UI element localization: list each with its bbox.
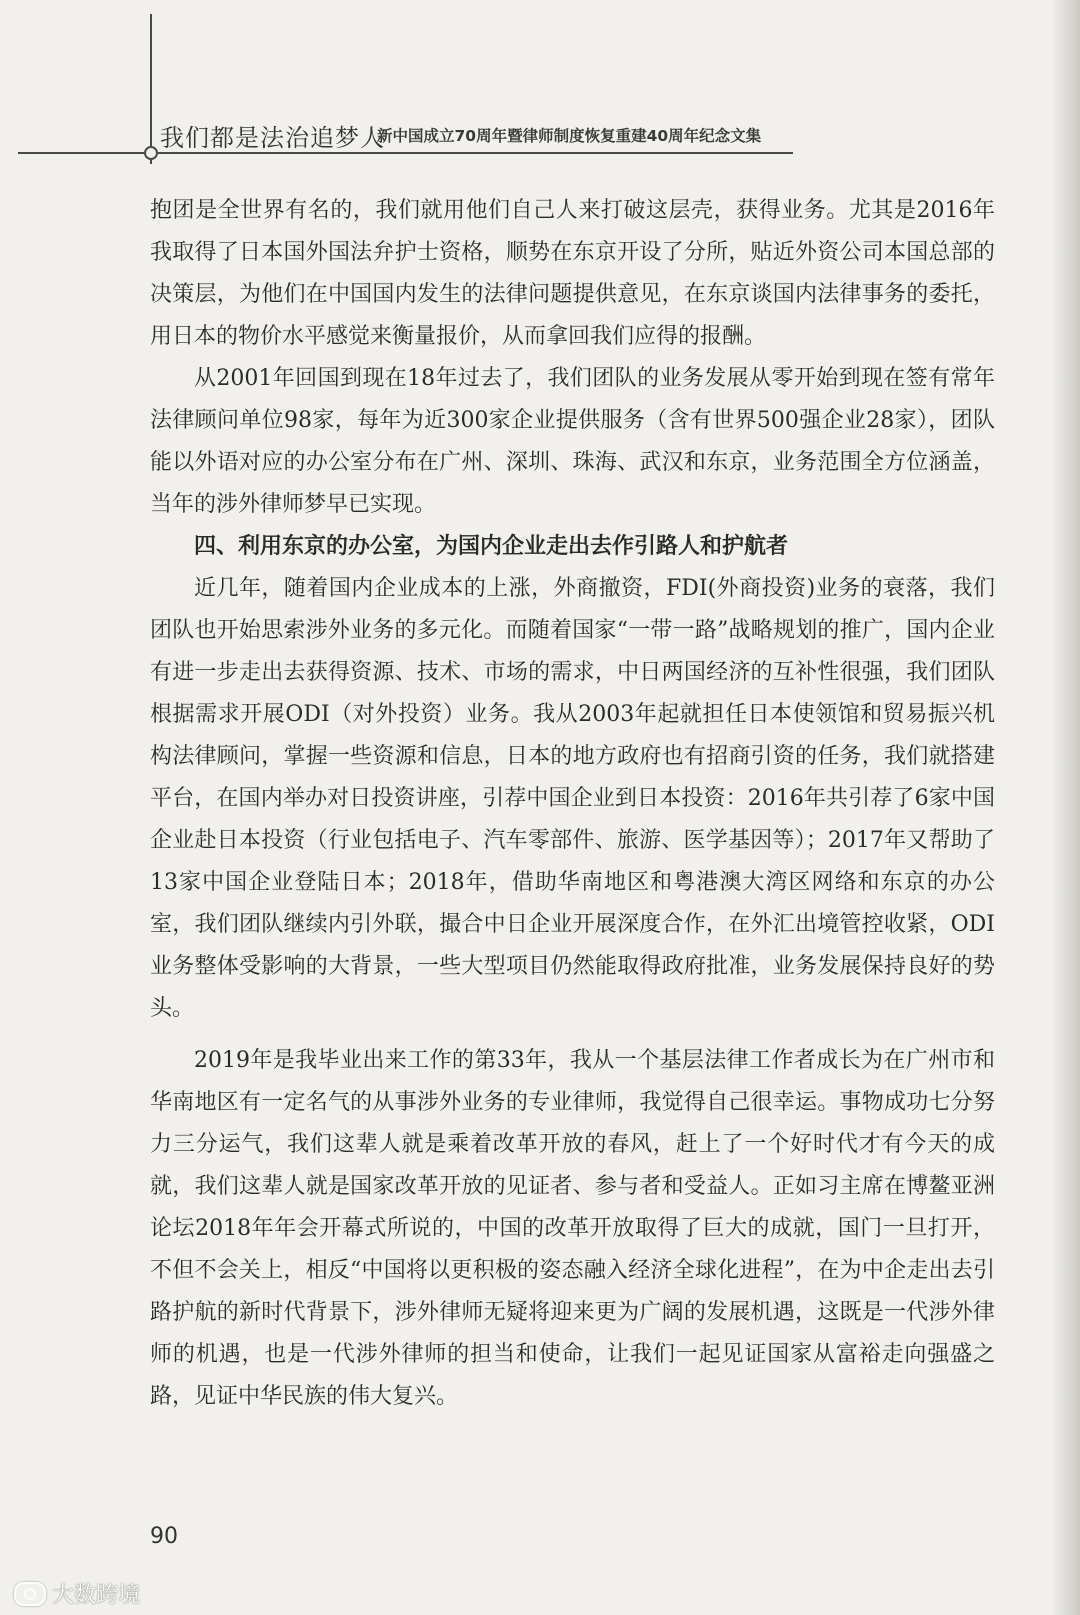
running-subtitle: 新中国成立70周年暨律师制度恢复重建40周年纪念文集 — [377, 127, 762, 145]
header-horizontal-rule — [18, 152, 793, 154]
logo-icon — [14, 1582, 46, 1606]
watermark-text: 大数跨境 — [52, 1583, 141, 1608]
body-text — [150, 190, 995, 1418]
paragraph-3: 近几年，随着国内企业成本的上涨，外商撤资，FDI(外商投资)业务的衰落，我们团队也开始思索涉外业务的多元化。而随着国家“一带一路”战略规划的推广，国内企业有进一步走出去获得资源、技术、市场的需求，中日两国经济的互补性很强，我们团队根据需求开展ODI（对外投资）业务。我从2003年起就担任日本使领馆和贸易振兴机构法律顾问，掌握一些资源和信息，日本的地方政府也有招商引资的任务，我们就搭建平台，在国内举办对日投资讲座，引荐中国企业到日本投资：2016年共引荐了6家中国企业赴日本投资（行业包括电子、汽车零部件、旅游、医学基因等）；2017年又帮助了13家中国企业登陆日本；2018年，借助华南地区和粤港澳大湾区网络和东京的办公室，我们团队继续内引外联，撮合中日企业开展深度合作，在外汇出境管控收紧，ODI业务整体受影响的大背景，一些大型项目仍然能取得政府批准，业务发展保持良好的势头。 — [150, 576, 995, 1021]
paragraph-2: 从2001年回国到现在18年过去了，我们团队的业务发展从零开始到现在签有常年法律顾问单位98家，每年为近300家企业提供服务（含有世界500强企业28家），团队能以外语对应的办公室分布在广州、深圳、珠海、武汉和东京，业务范围全方位涵盖，当年的涉外律师梦早已实现。 — [150, 366, 995, 517]
running-title: 我们都是法治追梦人 — [160, 124, 385, 152]
page-edge-shadow — [1054, 0, 1080, 1615]
watermark — [14, 1578, 140, 1609]
page-number: 90 — [150, 1524, 178, 1549]
paragraph-4: 2019年是我毕业出来工作的第33年，我从一个基层法律工作者成长为在广州市和华南地区有一定名气的从事涉外业务的专业律师，我觉得自己很幸运。事物成功七分努力三分运气，我们这辈人就是乘着改革开放的春风，赶上了一个好时代才有今天的成就，我们这辈人就是国家改革开放的见证者、参与者和受益人。正如习主席在博鳌亚洲论坛2018年年会开幕式所说的，中国的改革开放取得了巨大的成就，国门一旦打开，不但不会关上，相反“中国将以更积极的姿态融入经济全球化进程”，在为中企走出去引路护航的新时代背景下，涉外律师无疑将迎来更为广阔的发展机遇，这既是一代涉外律师的机遇，也是一代涉外律师的担当和使命，让我们一起见证国家从富裕走向强盛之路，见证中华民族的伟大复兴。 — [150, 1048, 995, 1409]
header-vertical-rule — [150, 14, 152, 164]
paragraph-1: 抱团是全世界有名的，我们就用他们自己人来打破这层壳，获得业务。尤其是2016年我取得了日本国外国法弁护士资格，顺势在东京开设了分所，贴近外资公司本国总部的决策层，为他们在中国国内发生的法律问题提供意见，在东京谈国内法律事务的委托，用日本的物价水平感觉来衡量报价，从而拿回我们应得的报酬。 — [150, 198, 995, 349]
header-rule-knot — [144, 146, 158, 160]
section-heading: 四、利用东京的办公室，为国内企业走出去作引路人和护航者 — [194, 534, 789, 559]
